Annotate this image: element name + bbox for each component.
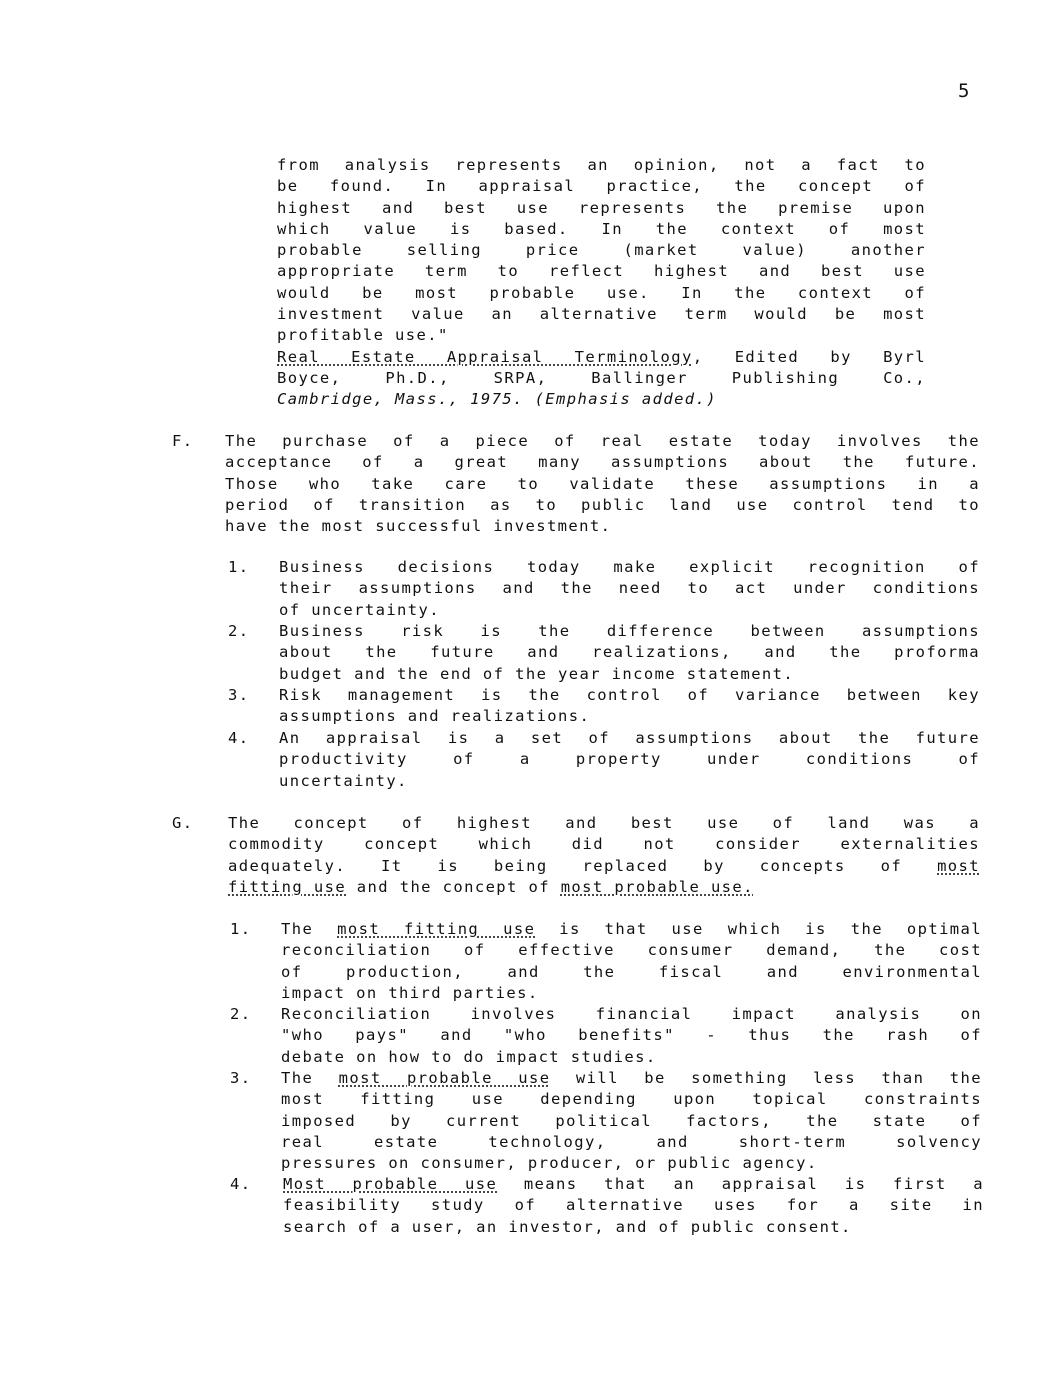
f-item-2 xyxy=(279,621,980,685)
g-item-line: most fitting use depending upon topical constraints xyxy=(281,1090,982,1109)
citation-line xyxy=(277,347,926,368)
section-g-paragraph xyxy=(228,813,980,898)
quote-line: which value is based. In the context of most xyxy=(277,219,926,238)
f-item-marker: 2. xyxy=(228,622,250,640)
section-f-line: acceptance of a great many assumptions about the future. xyxy=(225,453,980,472)
section-g-text: and the concept of xyxy=(346,877,561,896)
quote-line: appropriate term to reflect highest and best use xyxy=(277,262,926,281)
g-item-marker: 2. xyxy=(230,1005,252,1023)
quote-line: highest and best use represents the premise upon xyxy=(277,198,926,217)
g-item-text: The xyxy=(281,920,338,938)
section-g-line: commodity concept which did not consider externalities xyxy=(228,835,980,854)
f-item-1 xyxy=(279,557,980,621)
emphasis-most-probable-use: most probable use. xyxy=(560,877,754,896)
g-item-line: of production, and the fiscal and environmental xyxy=(281,962,982,981)
emphasis-most-probable-use: Most probable use xyxy=(283,1175,498,1193)
section-f-line: period of transition as to public land use control tend to xyxy=(225,495,980,514)
quote-line: from analysis represents an opinion, not a fact to xyxy=(277,156,926,174)
g-item-line: reconciliation of effective consumer demand, the cost xyxy=(281,941,982,960)
g-item-line: debate on how to do impact studies. xyxy=(281,1047,657,1066)
section-g-marker: G. xyxy=(172,814,194,832)
f-item-4 xyxy=(279,728,980,792)
quote-line: probable selling price (market value) another xyxy=(277,241,926,260)
g-item-4 xyxy=(283,1174,984,1238)
g-item-marker: 3. xyxy=(230,1069,252,1087)
f-item-line: productivity of a property under conditions of xyxy=(279,750,980,769)
quote-line: profitable use." xyxy=(277,326,449,345)
emphasis-most: most xyxy=(937,856,980,875)
g-item-line xyxy=(281,1068,982,1089)
g-item-line: real estate technology, and short-term solvency xyxy=(281,1132,982,1151)
citation-line: Cambridge, Mass., 1975. (Emphasis added.) xyxy=(277,390,718,409)
f-item-line: Business decisions today make explicit recognition of xyxy=(279,558,980,576)
citation-editor: , Edited by Byrl xyxy=(692,347,926,366)
section-g-line: The concept of highest and best use of land was a xyxy=(228,814,980,832)
g-item-line: feasibility study of alternative uses for a site in xyxy=(283,1196,984,1215)
section-g-text: adequately. It is being replaced by concepts of xyxy=(228,856,938,875)
g-item-line: search of a user, an investor, and of public consent. xyxy=(283,1217,852,1236)
g-item-text: will be something less than the xyxy=(550,1069,982,1087)
section-f-marker: F. xyxy=(172,432,194,450)
emphasis-most-fitting-use: most fitting use xyxy=(337,920,536,938)
g-item-3 xyxy=(281,1068,982,1174)
g-item-line: impact on third parties. xyxy=(281,983,539,1002)
f-item-marker: 4. xyxy=(228,729,250,747)
g-item-line xyxy=(281,919,982,940)
g-item-line: pressures on consumer, producer, or public agency. xyxy=(281,1154,818,1173)
g-item-1 xyxy=(281,919,982,1004)
citation-title: Real Estate Appraisal Terminology xyxy=(277,347,693,366)
section-g-line xyxy=(228,856,980,877)
emphasis-most-probable-use: most probable use xyxy=(338,1069,551,1087)
section-f-paragraph xyxy=(225,431,980,537)
quote-block xyxy=(277,155,926,411)
emphasis-fitting-use: fitting use xyxy=(228,877,347,896)
f-item-marker: 3. xyxy=(228,686,250,704)
f-item-line: Business risk is the difference between assumptions xyxy=(279,622,980,640)
section-f-line: The purchase of a piece of real estate today involves the xyxy=(225,432,980,450)
f-item-line: Risk management is the control of variance between key xyxy=(279,686,980,704)
f-item-line: An appraisal is a set of assumptions about the future xyxy=(279,729,980,747)
g-item-text: The xyxy=(281,1069,339,1087)
g-item-line: "who pays" and "who benefits" - thus the rash of xyxy=(281,1026,982,1045)
citation-line: Boyce, Ph.D., SRPA, Ballinger Publishing Co., xyxy=(277,368,926,387)
section-f-line: have the most successful investment. xyxy=(225,517,612,536)
f-item-3 xyxy=(279,685,980,728)
quote-line: investment value an alternative term would be most xyxy=(277,305,926,324)
g-item-text: is that use which is the optimal xyxy=(535,920,982,938)
f-item-line: of uncertainty. xyxy=(279,600,440,619)
g-item-2 xyxy=(281,1004,982,1068)
g-item-line: Reconciliation involves financial impact analysis on xyxy=(281,1005,982,1023)
f-item-line: assumptions and realizations. xyxy=(279,707,591,726)
page-number: 5 xyxy=(958,80,970,102)
section-g-line xyxy=(228,877,980,898)
g-item-line: imposed by current political factors, the state of xyxy=(281,1111,982,1130)
f-item-marker: 1. xyxy=(228,558,250,576)
g-item-line xyxy=(283,1174,984,1195)
section-f-line: Those who take care to validate these assumptions in a xyxy=(225,474,980,493)
f-item-line: their assumptions and the need to act under conditions xyxy=(279,579,980,598)
g-item-text: means that an appraisal is first a xyxy=(497,1175,984,1193)
quote-line: would be most probable use. In the context of xyxy=(277,283,926,302)
f-item-line: budget and the end of the year income statement. xyxy=(279,664,795,683)
f-item-line: about the future and realizations, and the proforma xyxy=(279,643,980,662)
g-item-marker: 1. xyxy=(230,920,252,938)
g-item-marker: 4. xyxy=(230,1175,252,1193)
f-item-line: uncertainty. xyxy=(279,771,408,790)
quote-line: be found. In appraisal practice, the concept of xyxy=(277,177,926,196)
